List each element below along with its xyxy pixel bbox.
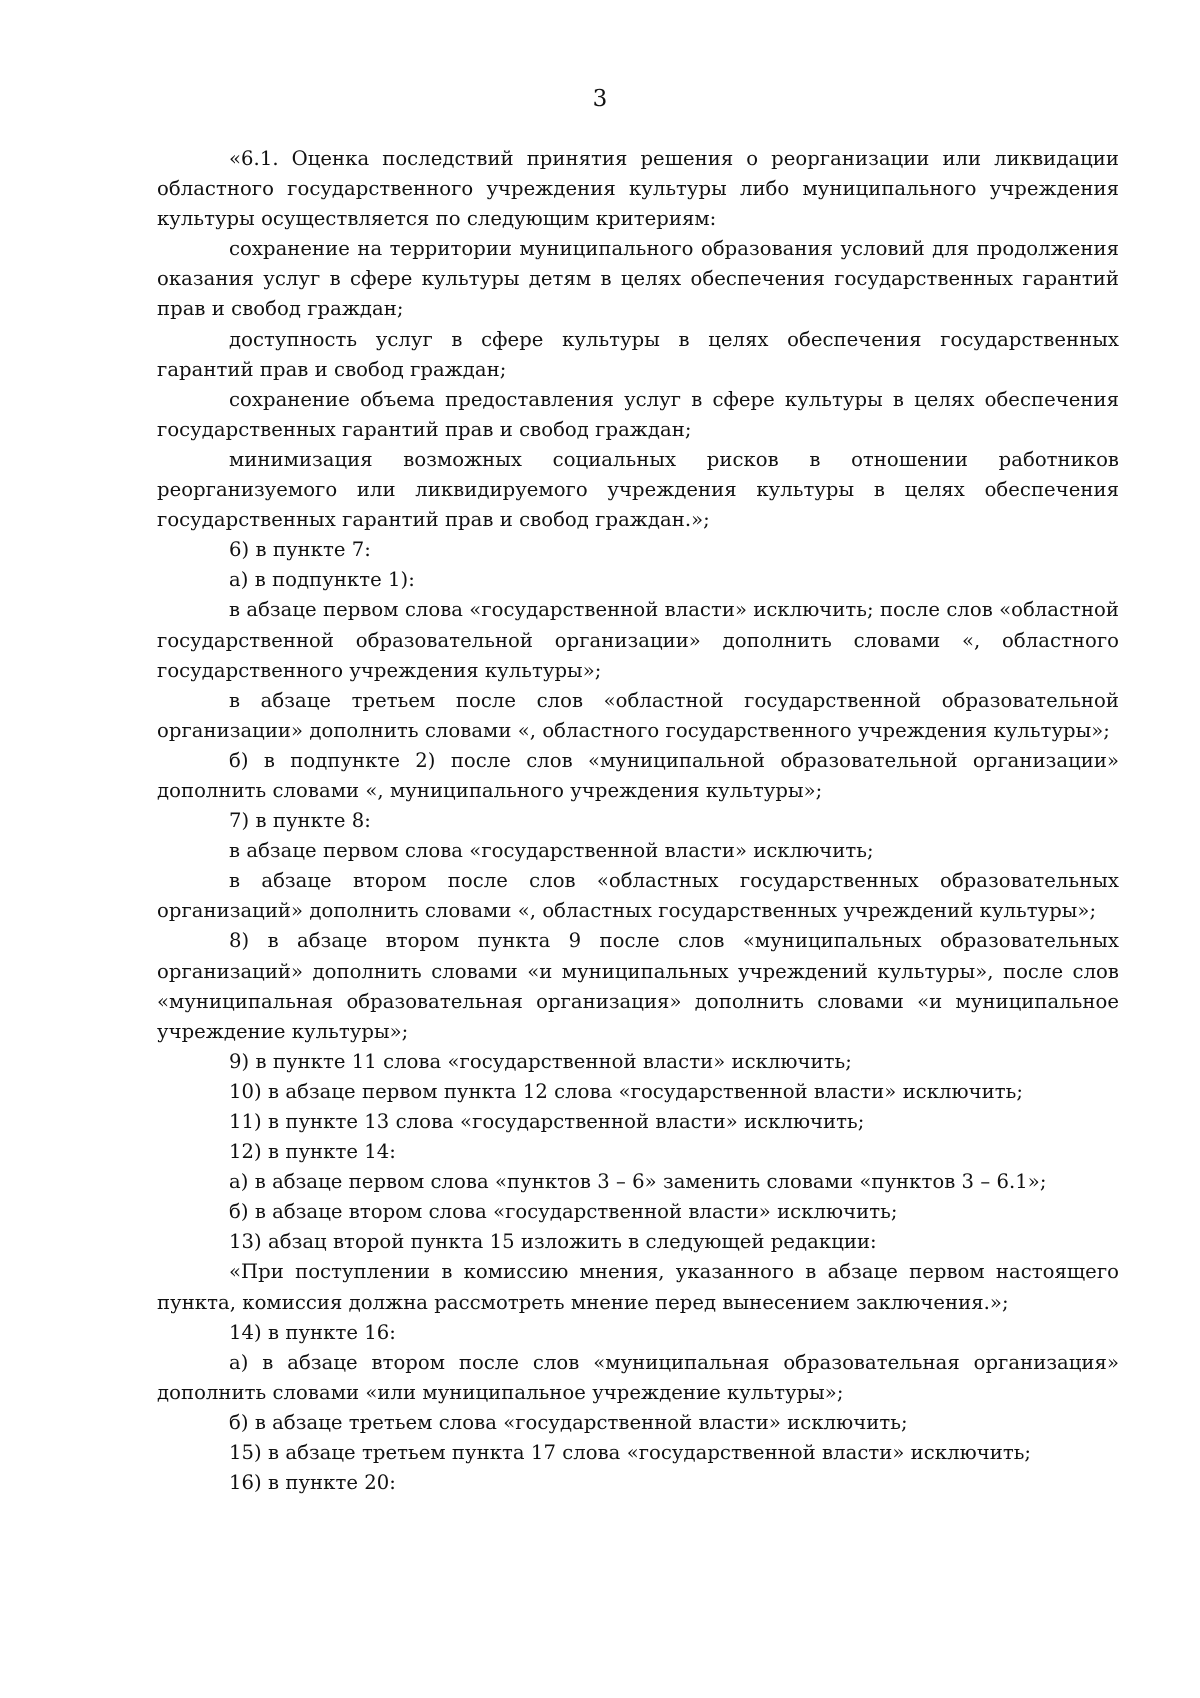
paragraph: в абзаце втором после слов «областных государственных образовательных организаций» дополнить словами «, областных государственных учреждений культуры»; <box>157 869 1119 923</box>
paragraph: в абзаце первом слова «государственной власти» исключить; после слов «областной государственной образовательной организации» дополнить словами «, областного государственного учреждения культуры»; <box>157 598 1120 682</box>
paragraph: «При поступлении в комиссию мнения, указанного в абзаце первом настоящего пункта, комиссия должна рассмотреть мнение перед вынесением заключения.»; <box>157 1260 1119 1314</box>
page-number: 3 <box>592 86 608 112</box>
paragraph: а) в абзаце втором после слов «муниципальная образовательная организация» дополнить словами «или муниципальное учреждение культуры»; <box>157 1350 1119 1404</box>
paragraph: а) в абзаце первом слова «пунктов 3 – 6» заменить словами «пунктов 3 – 6.1»; <box>229 1170 1047 1194</box>
paragraph: «6.1. Оценка последствий принятия решения о реорганизации или ликвидации областного государственного учреждения культуры либо муниципального учреждения культуры осуществляется по следующим критериям: <box>157 147 1119 231</box>
paragraph: 12) в пункте 14: <box>229 1140 396 1164</box>
paragraph: б) в подпункте 2) после слов «муниципальной образовательной организации» дополнить словами «, муниципального учреждения культуры»; <box>157 748 1119 802</box>
paragraph: 7) в пункте 8: <box>229 809 371 833</box>
paragraph: сохранение на территории муниципального образования условий для продолжения оказания услуг в сфере культуры детям в целях обеспечения государственных гарантий прав и свобод граждан; <box>157 237 1119 321</box>
paragraph: 14) в пункте 16: <box>229 1320 396 1344</box>
paragraph: б) в абзаце третьем слова «государственной власти» исключить; <box>229 1410 908 1434</box>
paragraph: 8) в абзаце втором пункта 9 после слов «муниципальных образовательных организаций» дополнить словами «и муниципальных учреждений культуры», после слов «муниципальная образовательная организация» дополнить словами «и муниципальное учреждение культуры»; <box>157 929 1119 1043</box>
paragraph: 9) в пункте 11 слова «государственной власти» исключить; <box>229 1049 852 1073</box>
paragraph: 13) абзац второй пункта 15 изложить в следующей редакции: <box>229 1230 877 1254</box>
document-body <box>157 144 1119 1498</box>
paragraph: сохранение объема предоставления услуг в сфере культуры в целях обеспечения государственных гарантий прав и свобод граждан; <box>157 387 1119 441</box>
paragraph: минимизация возможных социальных рисков в отношении работников реорганизуемого или ликвидируемого учреждения культуры в целях обеспечения государственных гарантий прав и свобод граждан.»; <box>157 447 1119 532</box>
paragraph: 10) в абзаце первом пункта 12 слова «государственной власти» исключить; <box>229 1079 1023 1103</box>
paragraph: 6) в пункте 7: <box>229 538 371 562</box>
paragraph: а) в подпункте 1): <box>229 568 415 592</box>
paragraph: 16) в пункте 20: <box>229 1471 396 1495</box>
paragraph: б) в абзаце втором слова «государственной власти» исключить; <box>229 1200 898 1224</box>
paragraph: доступность услуг в сфере культуры в целях обеспечения государственных гарантий прав и свобод граждан; <box>157 327 1119 381</box>
paragraph: в абзаце первом слова «государственной власти» исключить; <box>229 839 874 863</box>
paragraph: в абзаце третьем после слов «областной государственной образовательной организации» дополнить словами «, областного государственного учреждения культуры»; <box>157 688 1119 742</box>
paragraph: 11) в пункте 13 слова «государственной власти» исключить; <box>229 1110 865 1133</box>
paragraph: 15) в абзаце третьем пункта 17 слова «государственной власти» исключить; <box>229 1441 1032 1465</box>
